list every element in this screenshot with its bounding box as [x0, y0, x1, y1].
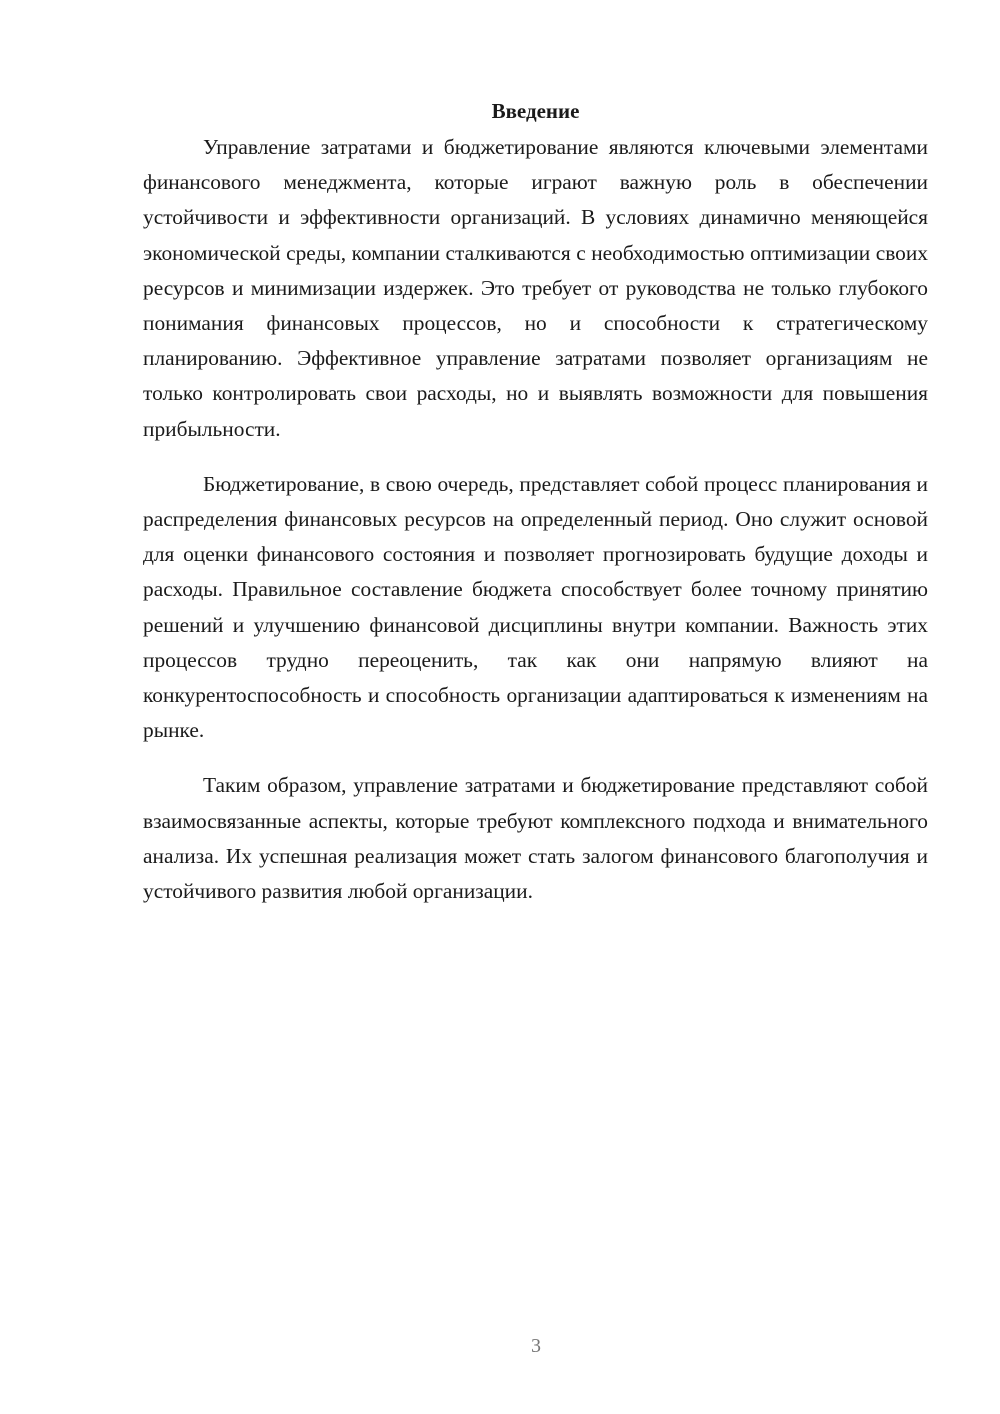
- section-title: Введение: [491, 99, 580, 123]
- paragraph-1: Управление затратами и бюджетирование являются ключевыми элементами финансового менеджмента, которые играют важную роль в обеспечении устойчивости и эффективности организаций. В условиях динамично меняющейся экономической среды, компании сталкиваются с необходимостью оптимизации своих ресурсов и минимизации издержек. Это требует от руководства не только глубокого понимания финансовых процессов, но и способности к стратегическому планированию. Эффективное управление затратами позволяет организациям не только контролировать свои расходы, но и выявлять возможности для повышения прибыльности.: [143, 135, 928, 441]
- paragraph-2: Бюджетирование, в свою очередь, представляет собой процесс планирования и распределения финансовых ресурсов на определенный период. Оно служит основой для оценки финансового состояния и позволяет прогнозировать будущие доходы и расходы. Правильное составление бюджета способствует более точному принятию решений и улучшению финансовой дисциплины внутри компании. Важность этих процессов трудно переоценить, так как они напрямую влияют на конкурентоспособность и способность организации адаптироваться к изменениям на рынке.: [143, 471, 928, 743]
- paragraph-3: Таким образом, управление затратами и бюджетирование представляют собой взаимосвязанные аспекты, которые требуют комплексного подхода и внимательного анализа. Их успешная реализация может стать залогом финансового благополучия и устойчивого развития любой организации.: [143, 773, 928, 904]
- page-content: [143, 96, 928, 929]
- page-number: 3: [531, 1335, 541, 1357]
